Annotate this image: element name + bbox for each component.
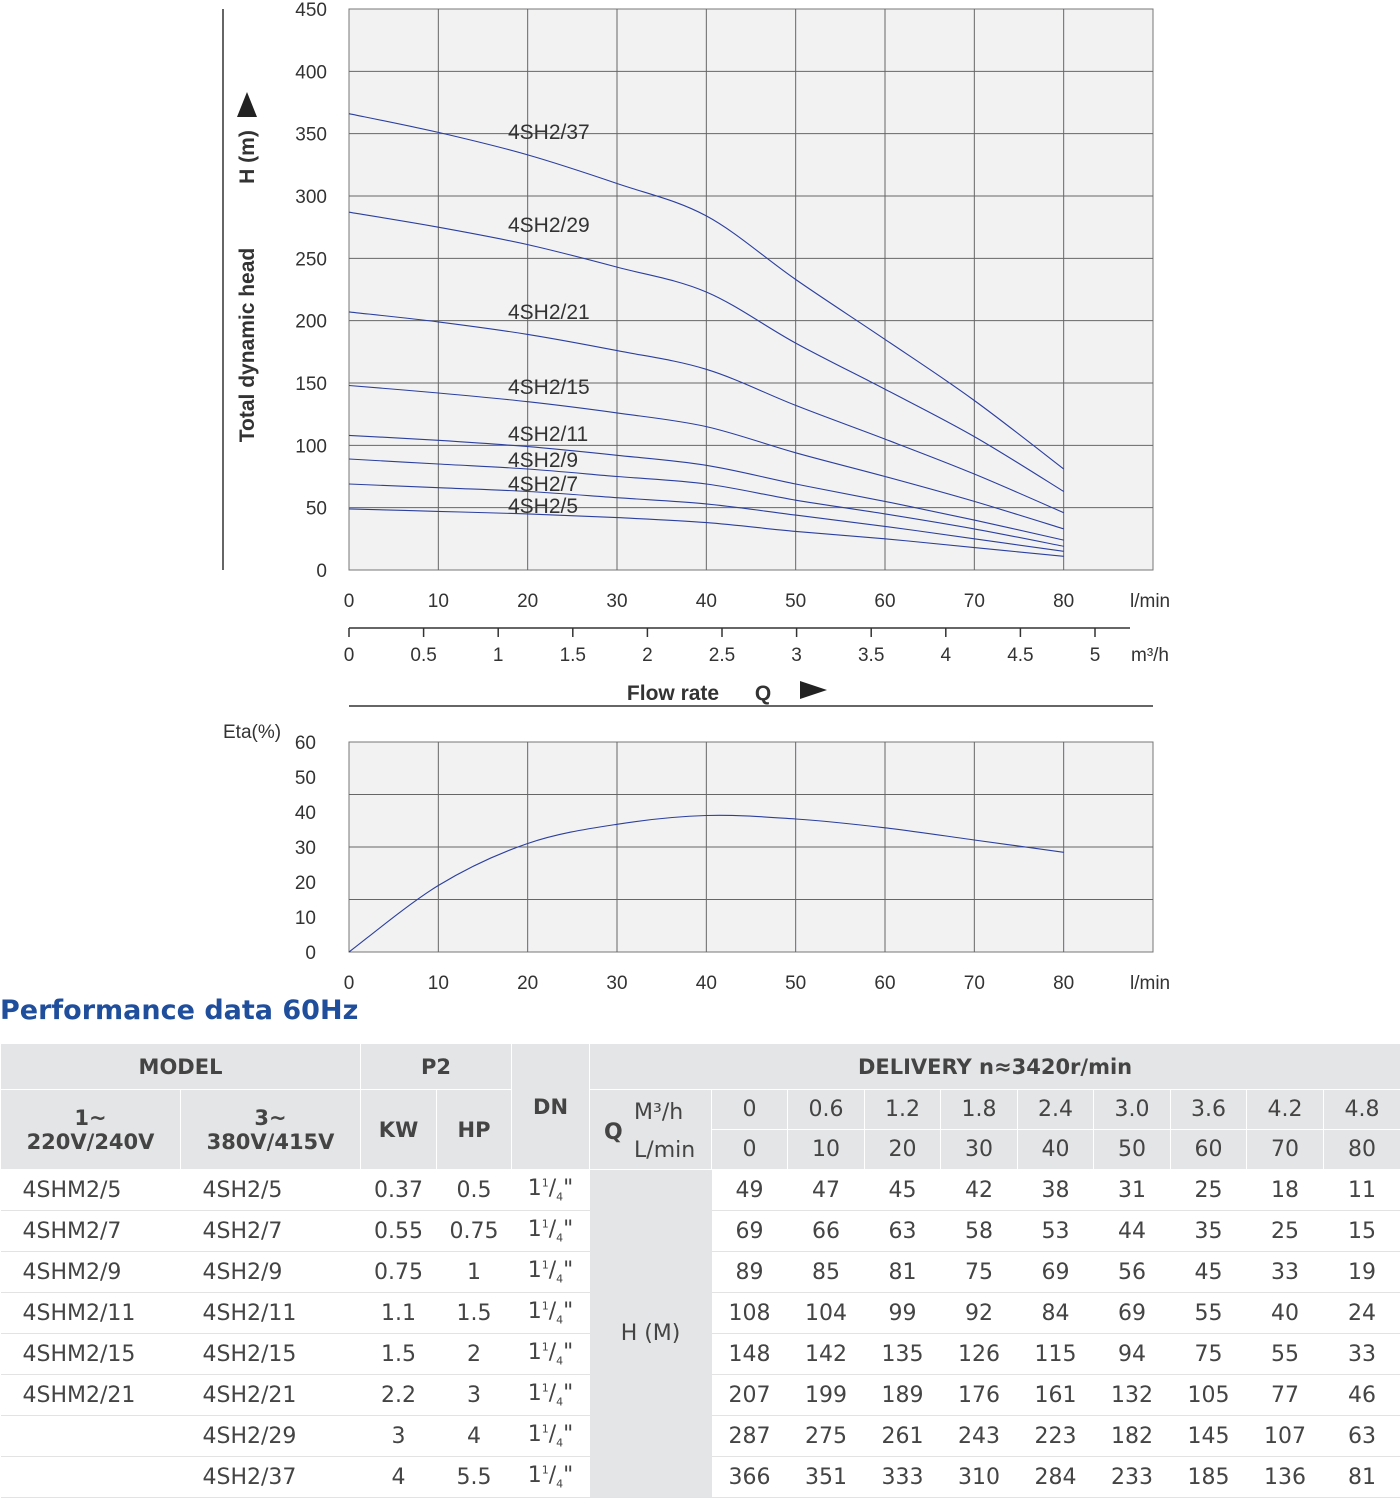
head-value-cell: 89 xyxy=(712,1252,788,1293)
head-value-cell: 233 xyxy=(1094,1457,1171,1498)
lmin-value: 80 xyxy=(1324,1130,1400,1170)
dn-denominator: 4 xyxy=(556,1354,564,1368)
dn-whole: 1 xyxy=(527,1381,542,1407)
head-value-cell: 81 xyxy=(1324,1457,1400,1498)
single-phase-model: 4SHM2/11 xyxy=(1,1293,181,1334)
head-value-cell: 284 xyxy=(1018,1457,1094,1498)
three-phase-model: 4SH2/29 xyxy=(181,1416,361,1457)
m3h-tick-label: 4 xyxy=(940,645,952,666)
x-tick-label: 50 xyxy=(785,973,807,994)
head-value-cell: 38 xyxy=(1018,1170,1094,1211)
dn-denominator: 4 xyxy=(556,1231,564,1245)
q-unit-lmin: L/min xyxy=(634,1138,696,1163)
x-axis-symbol: Q xyxy=(754,682,772,705)
x-tick-label: 60 xyxy=(874,591,896,612)
q-unit-m3h: M³/h xyxy=(634,1100,684,1125)
lmin-value: 30 xyxy=(941,1130,1018,1170)
x-tick-label: 10 xyxy=(427,591,449,612)
head-value-cell: 18 xyxy=(1247,1170,1324,1211)
head-value-cell: 25 xyxy=(1247,1211,1324,1252)
head-value-cell: 351 xyxy=(788,1457,865,1498)
dn-whole: 1 xyxy=(527,1217,542,1243)
head-value-cell: 115 xyxy=(1018,1334,1094,1375)
dn-cell xyxy=(512,1334,590,1375)
dn-cell xyxy=(512,1252,590,1293)
head-value-cell: 35 xyxy=(1171,1211,1247,1252)
head-value-cell: 207 xyxy=(712,1375,788,1416)
head-value-cell: 185 xyxy=(1171,1457,1247,1498)
head-value-cell: 49 xyxy=(712,1170,788,1211)
kw-cell: 0.37 xyxy=(361,1170,437,1211)
y-tick-label: 100 xyxy=(295,436,327,458)
y-axis-unit: H (m) xyxy=(236,130,259,184)
head-value-cell: 142 xyxy=(788,1334,865,1375)
dn-numerator: 1 xyxy=(541,1258,549,1272)
dn-denominator: 4 xyxy=(556,1395,564,1409)
dn-slash: / xyxy=(548,1299,557,1325)
x-unit-label: l/min xyxy=(1130,973,1171,994)
m3h-unit-label: m³/h xyxy=(1131,645,1169,666)
dn-slash: / xyxy=(548,1217,557,1243)
hp-header: HP xyxy=(437,1090,512,1170)
hp-cell: 0.5 xyxy=(437,1170,512,1211)
head-value-cell: 132 xyxy=(1094,1375,1171,1416)
three-phase-model: 4SH2/21 xyxy=(181,1375,361,1416)
hp-cell: 0.75 xyxy=(437,1211,512,1252)
single-phase-model xyxy=(1,1457,181,1498)
head-value-cell: 161 xyxy=(1018,1375,1094,1416)
head-value-cell: 45 xyxy=(1171,1252,1247,1293)
dn-inch: " xyxy=(563,1217,574,1243)
head-value-cell: 42 xyxy=(941,1170,1018,1211)
x-axis-arrow xyxy=(800,681,827,699)
dn-cell xyxy=(512,1293,590,1334)
y-tick-label: 250 xyxy=(295,249,327,271)
dn-header: DN xyxy=(512,1044,590,1170)
m3h-tick-label: 3 xyxy=(791,645,802,666)
head-value-cell: 24 xyxy=(1324,1293,1400,1334)
hp-cell: 1.5 xyxy=(437,1293,512,1334)
hp-cell: 3 xyxy=(437,1375,512,1416)
x-tick-label: 70 xyxy=(963,591,985,612)
single-phase-model: 4SHM2/9 xyxy=(1,1252,181,1293)
dn-slash: / xyxy=(548,1340,557,1366)
head-value-cell: 66 xyxy=(788,1211,865,1252)
head-value-cell: 275 xyxy=(788,1416,865,1457)
head-value-cell: 55 xyxy=(1171,1293,1247,1334)
three-phase-model: 4SH2/15 xyxy=(181,1334,361,1375)
y-tick-label: 0 xyxy=(305,943,316,964)
dn-cell xyxy=(512,1416,590,1457)
kw-cell: 2.2 xyxy=(361,1375,437,1416)
series-label: 4SH2/15 xyxy=(508,376,590,399)
head-value-cell: 40 xyxy=(1247,1293,1324,1334)
y-axis-title: Eta(%) xyxy=(223,722,282,743)
head-value-cell: 223 xyxy=(1018,1416,1094,1457)
y-tick-label: 350 xyxy=(295,124,327,146)
dn-numerator: 1 xyxy=(541,1299,549,1313)
x-tick-label: 40 xyxy=(695,591,717,612)
dn-slash: / xyxy=(548,1422,557,1448)
head-value-cell: 63 xyxy=(1324,1416,1400,1457)
efficiency-chart xyxy=(223,722,1170,994)
m3h-tick-label: 3.5 xyxy=(857,645,885,666)
y-tick-label: 400 xyxy=(295,62,327,84)
dn-whole: 1 xyxy=(527,1299,542,1325)
x-tick-label: 20 xyxy=(517,591,539,612)
kw-cell: 0.55 xyxy=(361,1211,437,1252)
head-value-cell: 11 xyxy=(1324,1170,1400,1211)
performance-table-body xyxy=(1,1170,1400,1498)
m3h-value: 2.4 xyxy=(1018,1090,1094,1130)
head-value-cell: 126 xyxy=(941,1334,1018,1375)
dn-whole: 1 xyxy=(527,1422,542,1448)
head-value-cell: 58 xyxy=(941,1211,1018,1252)
dn-numerator: 1 xyxy=(541,1176,549,1190)
performance-table xyxy=(0,1043,1400,1498)
model-header: MODEL xyxy=(1,1044,361,1090)
lmin-value: 0 xyxy=(712,1130,788,1170)
head-value-cell: 33 xyxy=(1247,1252,1324,1293)
m3h-value: 1.2 xyxy=(865,1090,941,1130)
hp-cell: 4 xyxy=(437,1416,512,1457)
single-phase-voltage: 220V/240V xyxy=(26,1129,155,1154)
m3h-tick-label: 2.5 xyxy=(708,645,736,666)
table-row xyxy=(1,1170,1400,1211)
head-value-cell: 47 xyxy=(788,1170,865,1211)
head-value-cell: 75 xyxy=(1171,1334,1247,1375)
x-unit-label: l/min xyxy=(1130,591,1171,612)
head-value-cell: 176 xyxy=(941,1375,1018,1416)
kw-cell: 0.75 xyxy=(361,1252,437,1293)
y-tick-label: 200 xyxy=(295,311,327,333)
single-phase-model: 4SHM2/21 xyxy=(1,1375,181,1416)
single-phase-model: 4SHM2/7 xyxy=(1,1211,181,1252)
head-value-cell: 105 xyxy=(1171,1375,1247,1416)
dn-inch: " xyxy=(563,1381,574,1407)
x-tick-label: 0 xyxy=(343,591,355,612)
dn-inch: " xyxy=(563,1422,574,1448)
head-value-cell: 94 xyxy=(1094,1334,1171,1375)
dn-cell xyxy=(512,1170,590,1211)
dn-numerator: 1 xyxy=(541,1463,549,1477)
q-units xyxy=(634,1094,695,1170)
x-axis-title: Flow rate xyxy=(626,682,720,705)
p2-header: P2 xyxy=(361,1044,512,1090)
m3h-tick-label: 1.5 xyxy=(559,645,587,666)
head-value-cell: 92 xyxy=(941,1293,1018,1334)
dn-denominator: 4 xyxy=(556,1190,564,1204)
single-phase-model: 4SHM2/15 xyxy=(1,1334,181,1375)
single-phase-header xyxy=(1,1090,181,1170)
y-tick-label: 300 xyxy=(295,187,327,208)
x-tick-label: 80 xyxy=(1053,591,1075,612)
three-phase-model: 4SH2/37 xyxy=(181,1457,361,1498)
q-letter: Q xyxy=(604,1120,623,1145)
series-label: 4SH2/29 xyxy=(508,214,590,237)
head-value-cell: 182 xyxy=(1094,1416,1171,1457)
head-value-cell: 333 xyxy=(865,1457,941,1498)
dn-denominator: 4 xyxy=(556,1313,564,1327)
q-header xyxy=(590,1090,712,1170)
head-value-cell: 107 xyxy=(1247,1416,1324,1457)
head-value-cell: 63 xyxy=(865,1211,941,1252)
head-value-cell: 15 xyxy=(1324,1211,1400,1252)
dn-cell xyxy=(512,1211,590,1252)
dn-slash: / xyxy=(548,1176,557,1202)
dn-denominator: 4 xyxy=(556,1272,564,1286)
lmin-value: 50 xyxy=(1094,1130,1171,1170)
head-value-cell: 19 xyxy=(1324,1252,1400,1293)
head-value-cell: 75 xyxy=(941,1252,1018,1293)
three-phase-model: 4SH2/7 xyxy=(181,1211,361,1252)
dn-numerator: 1 xyxy=(541,1340,549,1354)
head-value-cell: 310 xyxy=(941,1457,1018,1498)
head-value-cell: 45 xyxy=(865,1170,941,1211)
hp-cell: 2 xyxy=(437,1334,512,1375)
hp-cell: 1 xyxy=(437,1252,512,1293)
head-value-cell: 55 xyxy=(1247,1334,1324,1375)
dn-denominator: 4 xyxy=(556,1436,564,1450)
lmin-value: 20 xyxy=(865,1130,941,1170)
dn-inch: " xyxy=(563,1258,574,1284)
head-value-cell: 69 xyxy=(712,1211,788,1252)
m3h-value: 4.2 xyxy=(1247,1090,1324,1130)
kw-cell: 1.5 xyxy=(361,1334,437,1375)
y-tick-label: 10 xyxy=(294,908,316,929)
dn-numerator: 1 xyxy=(541,1217,549,1231)
plot-area xyxy=(349,9,1153,570)
single-phase-model: 4SHM2/5 xyxy=(1,1170,181,1211)
dn-slash: / xyxy=(548,1258,557,1284)
m3h-tick-label: 4.5 xyxy=(1007,645,1034,666)
head-value-cell: 287 xyxy=(712,1416,788,1457)
head-value-cell: 85 xyxy=(788,1252,865,1293)
head-value-cell: 46 xyxy=(1324,1375,1400,1416)
x-tick-label: 20 xyxy=(517,973,539,994)
y-axis-arrow xyxy=(237,92,257,117)
three-phase-model: 4SH2/11 xyxy=(181,1293,361,1334)
x-tick-label: 50 xyxy=(785,591,807,612)
kw-header: KW xyxy=(361,1090,437,1170)
m3h-tick-label: 0.5 xyxy=(410,645,437,666)
dn-slash: / xyxy=(548,1463,557,1489)
head-value-cell: 136 xyxy=(1247,1457,1324,1498)
head-value-cell: 189 xyxy=(865,1375,941,1416)
dn-inch: " xyxy=(563,1340,574,1366)
three-phase-model: 4SH2/5 xyxy=(181,1170,361,1211)
dn-denominator: 4 xyxy=(556,1477,564,1491)
series-label: 4SH2/9 xyxy=(508,449,579,472)
head-value-cell: 25 xyxy=(1171,1170,1247,1211)
m3h-value: 0 xyxy=(712,1090,788,1130)
series-label: 4SH2/7 xyxy=(508,473,579,496)
m3h-value: 4.8 xyxy=(1324,1090,1400,1130)
dn-inch: " xyxy=(563,1299,574,1325)
m3h-value: 3.6 xyxy=(1171,1090,1247,1130)
dn-whole: 1 xyxy=(527,1463,542,1489)
kw-cell: 3 xyxy=(361,1416,437,1457)
y-tick-label: 150 xyxy=(295,374,327,395)
y-tick-label: 0 xyxy=(316,561,327,582)
y-tick-label: 60 xyxy=(294,733,316,754)
dn-inch: " xyxy=(563,1176,574,1202)
three-phase-symbol: 3~ xyxy=(254,1105,287,1130)
three-phase-model: 4SH2/9 xyxy=(181,1252,361,1293)
series-label: 4SH2/37 xyxy=(508,121,590,144)
m3h-tick-label: 5 xyxy=(1089,645,1101,666)
m3h-tick-label: 1 xyxy=(492,645,504,666)
series-label: 4SH2/21 xyxy=(508,301,590,324)
head-value-cell: 33 xyxy=(1324,1334,1400,1375)
lmin-value: 40 xyxy=(1018,1130,1094,1170)
head-value-cell: 145 xyxy=(1171,1416,1247,1457)
dn-whole: 1 xyxy=(527,1176,542,1202)
lmin-value: 70 xyxy=(1247,1130,1324,1170)
m3h-value: 0.6 xyxy=(788,1090,865,1130)
x-tick-label: 30 xyxy=(606,591,628,612)
head-label-cell: H (M) xyxy=(590,1170,712,1498)
x-tick-label: 0 xyxy=(343,973,355,994)
delivery-header: DELIVERY n≈3420r/min xyxy=(590,1044,1400,1090)
dn-numerator: 1 xyxy=(541,1422,549,1436)
m3h-tick-label: 2 xyxy=(642,645,653,666)
head-value-cell: 366 xyxy=(712,1457,788,1498)
m3h-tick-label: 0 xyxy=(343,645,355,666)
y-tick-label: 40 xyxy=(294,803,316,824)
x-tick-label: 30 xyxy=(606,973,628,994)
y-tick-label: 50 xyxy=(294,768,316,789)
dn-whole: 1 xyxy=(527,1258,542,1284)
head-value-cell: 135 xyxy=(865,1334,941,1375)
head-value-cell: 148 xyxy=(712,1334,788,1375)
head-value-cell: 108 xyxy=(712,1293,788,1334)
kw-cell: 1.1 xyxy=(361,1293,437,1334)
x-tick-label: 10 xyxy=(427,973,449,994)
kw-cell: 4 xyxy=(361,1457,437,1498)
x-tick-label: 60 xyxy=(874,973,896,994)
series-label: 4SH2/5 xyxy=(508,495,579,518)
head-value-cell: 53 xyxy=(1018,1211,1094,1252)
dn-numerator: 1 xyxy=(541,1381,549,1395)
dn-inch: " xyxy=(563,1463,574,1489)
y-tick-label: 50 xyxy=(305,498,327,520)
head-value-cell: 44 xyxy=(1094,1211,1171,1252)
y-tick-label: 20 xyxy=(294,873,316,894)
x-tick-label: 80 xyxy=(1053,973,1075,994)
x-tick-label: 70 xyxy=(963,973,985,994)
single-phase-model xyxy=(1,1416,181,1457)
dn-whole: 1 xyxy=(527,1340,542,1366)
three-phase-voltage: 380V/415V xyxy=(206,1129,335,1154)
head-value-cell: 69 xyxy=(1094,1293,1171,1334)
lmin-value: 10 xyxy=(788,1130,865,1170)
dn-cell xyxy=(512,1375,590,1416)
head-value-cell: 84 xyxy=(1018,1293,1094,1334)
three-phase-header xyxy=(181,1090,361,1170)
dn-slash: / xyxy=(548,1381,557,1407)
performance-data-title: Performance data 60Hz xyxy=(0,995,359,1026)
head-value-cell: 31 xyxy=(1094,1170,1171,1211)
x-tick-label: 40 xyxy=(695,973,717,994)
series-label: 4SH2/11 xyxy=(508,423,589,446)
y-axis-title: Total dynamic head xyxy=(236,247,259,443)
head-curve-chart xyxy=(223,0,1170,706)
dn-cell xyxy=(512,1457,590,1498)
head-value-cell: 69 xyxy=(1018,1252,1094,1293)
head-value-cell: 199 xyxy=(788,1375,865,1416)
hp-cell: 5.5 xyxy=(437,1457,512,1498)
m3h-value: 3.0 xyxy=(1094,1090,1171,1130)
y-tick-label: 450 xyxy=(295,0,327,21)
head-value-cell: 77 xyxy=(1247,1375,1324,1416)
head-value-cell: 261 xyxy=(865,1416,941,1457)
head-value-cell: 99 xyxy=(865,1293,941,1334)
head-value-cell: 56 xyxy=(1094,1252,1171,1293)
y-tick-label: 30 xyxy=(294,838,316,859)
head-value-cell: 243 xyxy=(941,1416,1018,1457)
single-phase-symbol: 1~ xyxy=(74,1105,107,1130)
m3h-value: 1.8 xyxy=(941,1090,1018,1130)
lmin-value: 60 xyxy=(1171,1130,1247,1170)
head-value-cell: 104 xyxy=(788,1293,865,1334)
head-value-cell: 81 xyxy=(865,1252,941,1293)
